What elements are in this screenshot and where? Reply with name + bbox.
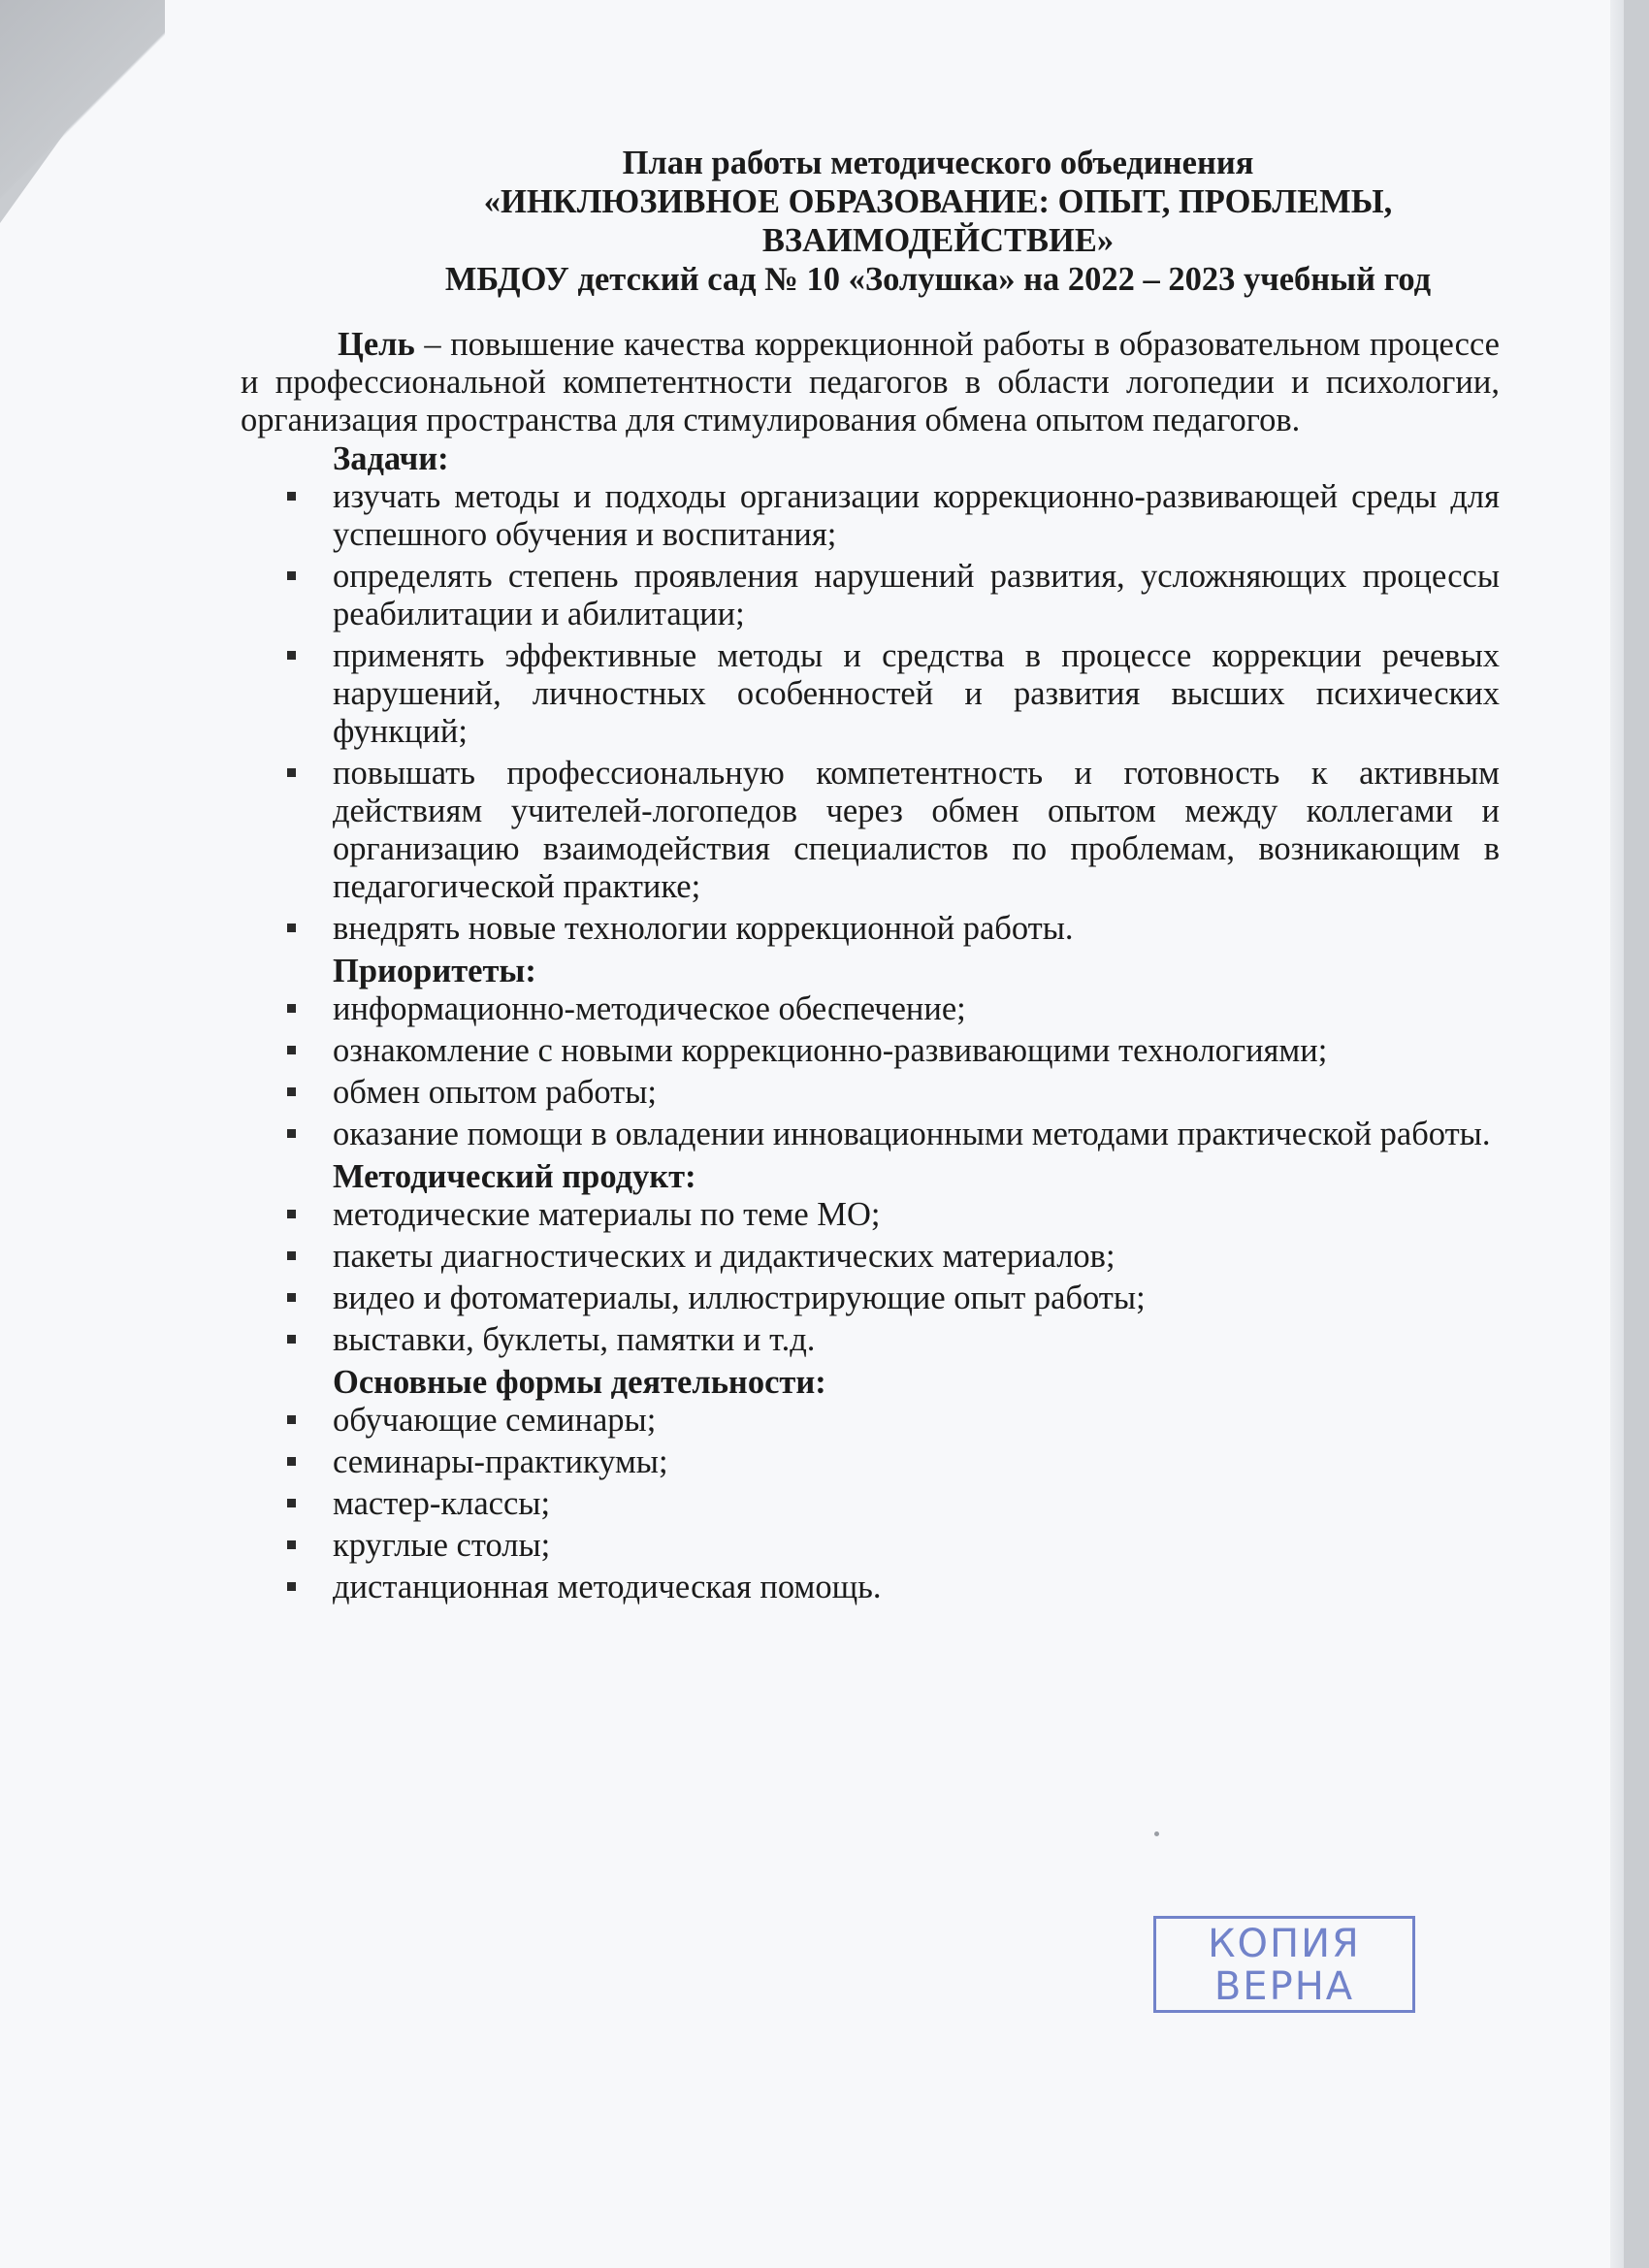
bullet-list (241, 990, 1500, 1153)
stamp-line: ВЕРНА (1213, 1964, 1355, 2009)
goal-label: Цель (338, 326, 415, 363)
section-heading: Основные формы деятельности: (333, 1364, 826, 1401)
section-activity-forms (241, 1363, 1500, 1606)
list-item: выставки, буклеты, памятки и т.д. (241, 1321, 1500, 1359)
list-item: мастер-классы; (241, 1485, 1500, 1523)
list-item: внедрять новые технологии коррекционной работы. (241, 910, 1500, 948)
document-title (308, 144, 1568, 299)
list-item: видео и фотоматериалы, иллюстрирующие опыт работы; (241, 1280, 1500, 1317)
section-tasks (241, 439, 1500, 948)
list-item: повышать профессиональную компетентность и готовность к активным действиям учителей-логопедов через обмен опытом между коллегами и организацию взаимодействия специалистов по проблемам, возникающим в педагогической практике; (241, 755, 1500, 906)
list-item: пакеты диагностических и дидактических материалов; (241, 1238, 1500, 1276)
section-method-product (241, 1157, 1500, 1359)
page-edge (1610, 0, 1624, 2268)
copy-certified-stamp (1153, 1916, 1415, 2013)
title-line: ВЗАИМОДЕЙСТВИЕ» (761, 222, 1115, 259)
goal-text: – повышение качества коррекционной работы в образовательном процессе и профессиональной компетентности педагогов в области логопедии и психологии, организация пространства для стимулирования обмена опытом педагогов. (241, 326, 1500, 438)
list-item: определять степень проявления нарушений развития, усложняющих процессы реабилитации и абилитации; (241, 558, 1500, 633)
folded-corner (0, 0, 165, 228)
list-item: круглые столы; (241, 1527, 1500, 1565)
list-item: методические материалы по теме МО; (241, 1196, 1500, 1234)
title-line: «ИНКЛЮЗИВНОЕ ОБРАЗОВАНИЕ: ОПЫТ, ПРОБЛЕМЫ, (483, 183, 1393, 220)
goal-paragraph (241, 326, 1500, 439)
title-line: План работы методического объединения (622, 145, 1254, 181)
section-priorities (241, 952, 1500, 1153)
title-line: МБДОУ детский сад № 10 «Золушка» на 2022 – 2023 учебный год (444, 261, 1432, 298)
list-item: изучать методы и подходы организации коррекционно-развивающей среды для успешного обучения и воспитания; (241, 478, 1500, 554)
section-heading: Задачи: (333, 440, 449, 477)
list-item: оказание помощи в овладении инновационными методами практической работы. (241, 1116, 1500, 1153)
document-body (241, 144, 1500, 1610)
list-item: дистанционная методическая помощь. (241, 1569, 1500, 1606)
list-item: применять эффективные методы и средства в процессе коррекции речевых нарушений, личностных особенностей и развития высших психических функций; (241, 637, 1500, 751)
section-heading: Методический продукт: (333, 1158, 696, 1195)
bullet-list (241, 478, 1500, 948)
list-item: ознакомление с новыми коррекционно-развивающими технологиями; (241, 1032, 1500, 1070)
scan-speck (1154, 1831, 1159, 1836)
list-item: информационно-методическое обеспечение; (241, 990, 1500, 1028)
stamp-line: КОПИЯ (1208, 1922, 1361, 1966)
bullet-list (241, 1402, 1500, 1606)
bullet-list (241, 1196, 1500, 1359)
list-item: обучающие семинары; (241, 1402, 1500, 1440)
section-heading: Приоритеты: (333, 953, 536, 989)
list-item: семинары-практикумы; (241, 1443, 1500, 1481)
list-item: обмен опытом работы; (241, 1074, 1500, 1112)
